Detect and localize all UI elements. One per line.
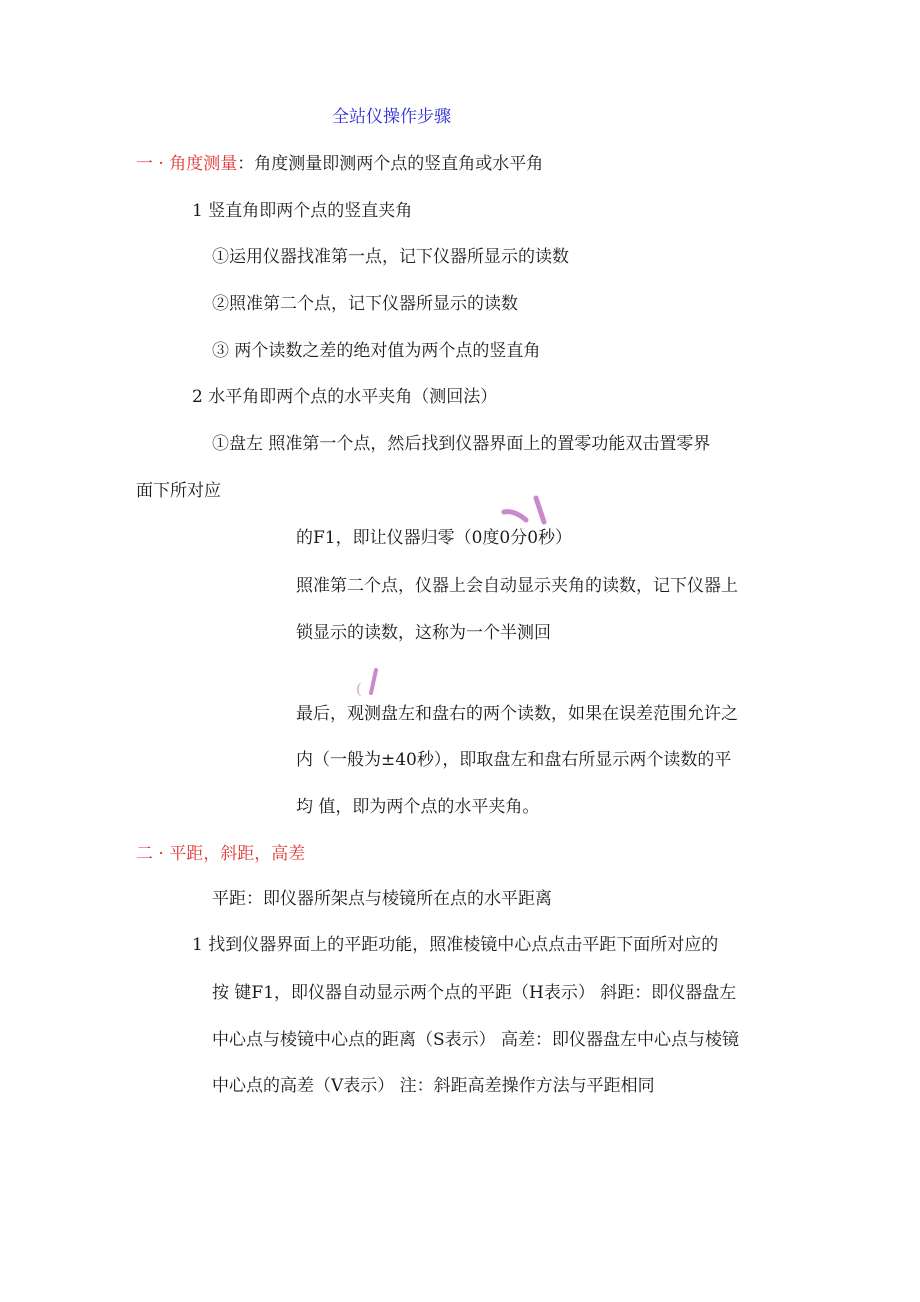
section-2-line-2: 按 键F1，即仪器自动显示两个点的平距（H表示） 斜距：即仪器盘左 [212, 983, 737, 1003]
section-1-number: 一 · [136, 154, 164, 174]
horizontal-step-half-round: 锁显示的读数，这称为一个半测回 [296, 623, 551, 643]
section-1-heading [136, 153, 543, 175]
section-2-definition: 平距：即仪器所架点与棱镜所在点的水平距离 [212, 889, 552, 909]
section-2-line-1: 1 找到仪器界面上的平距功能，照准棱镜中心点点击平距下面所对应的 [192, 935, 719, 955]
horizontal-step-final: 最后，观测盘左和盘右的两个读数，如果在误差范围允许之 [296, 704, 738, 724]
vertical-step-2: ②照准第二个点，记下仪器所显示的读数 [212, 294, 518, 314]
horizontal-step-final-2: 内（一般为±40秒），即取盘左和盘右所显示两个读数的平 [296, 750, 732, 770]
item-vertical-angle: 1 竖直角即两个点的竖直夹角 [192, 201, 413, 221]
pen-mark-paren: ( [356, 680, 362, 698]
vertical-step-1: ①运用仪器找准第一点，记下仪器所显示的读数 [212, 247, 569, 267]
pen-mark-icon [500, 492, 552, 528]
section-2-number: 二 · [136, 844, 164, 864]
section-2-title: 平距，斜距，高差 [169, 844, 306, 864]
section-1-title: 角度测量 [169, 154, 238, 174]
section-2-line-4: 中心点的高差（V表示） 注：斜距高差操作方法与平距相同 [212, 1076, 655, 1096]
horizontal-step-final-3: 均 值，即为两个点的水平夹角。 [296, 797, 540, 817]
horizontal-step-1-continued: 面下所对应 [136, 481, 221, 501]
horizontal-step-1: ①盘左 照准第一个点，然后找到仪器界面上的置零功能双击置零界 [212, 434, 711, 454]
document-title: 全站仪操作步骤 [332, 107, 451, 127]
section-2-heading [136, 843, 305, 865]
pen-stroke-icon [366, 668, 380, 696]
horizontal-step-f1: 的F1，即让仪器归零（0度0分0秒） [296, 528, 573, 548]
section-2-line-3: 中心点与棱镜中心点的距离（S表示） 高差：即仪器盘左中心点与棱镜 [212, 1030, 740, 1050]
horizontal-step-second-point: 照准第二个点，仪器上会自动显示夹角的读数，记下仪器上 [296, 576, 738, 596]
item-horizontal-angle: 2 水平角即两个点的水平夹角（测回法） [192, 387, 498, 407]
vertical-step-3: ③ 两个读数之差的绝对值为两个点的竖直角 [212, 341, 541, 361]
section-1-description: ：角度测量即测两个点的竖直角或水平角 [237, 154, 544, 174]
